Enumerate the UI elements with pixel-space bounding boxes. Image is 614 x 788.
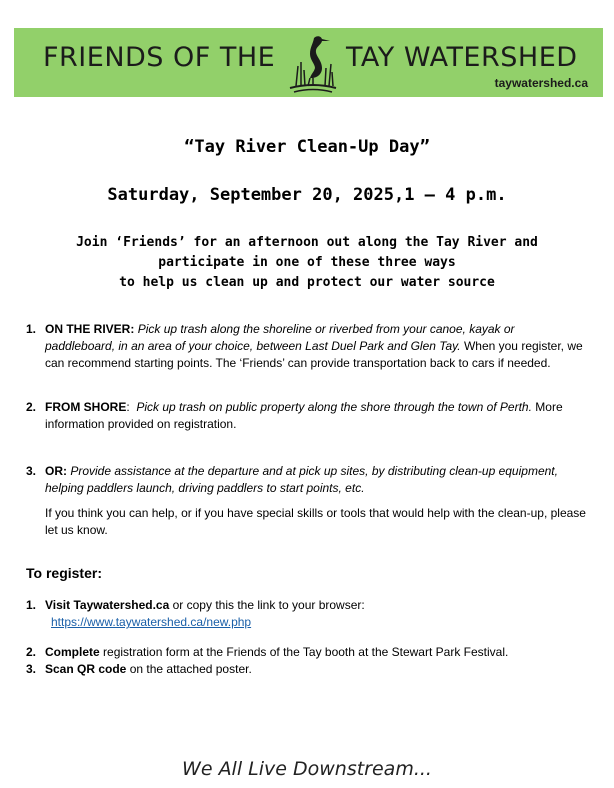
item-description: Pick up trash along the shoreline or riverbed from your canoe, kayak or paddleboard, in an area of your choice, between Last Duel Park and Glen Tay.	[45, 322, 515, 353]
item-rest: on the attached poster.	[126, 662, 252, 676]
register-item-scan	[26, 661, 586, 678]
register-heading: To register:	[26, 565, 102, 581]
item-description: Pick up trash on public property along the shore through the town of Perth.	[136, 400, 532, 414]
event-intro	[0, 233, 614, 293]
item-bold: Scan QR code	[45, 662, 127, 676]
item-plain: When you register, we can recommend starting points. The ‘Friends’ can provide transportation back to cars if needed.	[45, 339, 583, 370]
footer-slogan: We All Live Downstream...	[182, 758, 432, 780]
item-rest: registration form at the Friends of the Tay booth at the Stewart Park Festival.	[99, 645, 509, 659]
event-title: “Tay River Clean-Up Day”	[184, 137, 430, 157]
item-number: 3.	[26, 662, 37, 676]
way-item-assist	[26, 463, 586, 497]
header-banner	[14, 28, 603, 97]
item-lead: OR:	[45, 464, 67, 478]
extra-note: If you think you can help, or if you have special skills or tools that would help with the clean-up, please let us know.	[45, 506, 586, 537]
item-number: 1.	[26, 598, 37, 612]
item-bold: Visit Taywatershed.ca	[45, 598, 170, 612]
item-rest: or copy this the link to your browser:	[169, 598, 365, 612]
intro-line: to help us clean up and protect our water source	[119, 275, 495, 290]
banner-right-text: TAY WATERSHED	[346, 42, 578, 73]
register-item-visit	[26, 597, 586, 631]
item-lead: ON THE RIVER:	[45, 322, 135, 336]
item-number: 3.	[26, 464, 37, 478]
way-item-river	[26, 321, 586, 372]
way-item-shore: 2. FROM SHORE: Pick up trash on public property along the shore through the town of Perth. More information provided on registration.	[26, 400, 563, 431]
item-plain: More information provided on registration.	[45, 400, 563, 431]
item-description: Provide assistance at the departure and at pick up sites, by distributing clean-up equipment, helping paddlers launch, driving paddlers to start points, etc.	[45, 464, 558, 495]
banner-url: taywatershed.ca	[494, 76, 588, 90]
banner-left-text: FRIENDS OF THE	[43, 42, 276, 73]
registration-link[interactable]: https://www.taywatershed.ca/new.php	[51, 615, 252, 629]
item-bold: Complete	[45, 645, 100, 659]
intro-line: participate in one of these three ways	[158, 255, 456, 270]
item-number: 2.	[26, 645, 37, 659]
item-number: 1.	[26, 322, 37, 336]
intro-line: Join ‘Friends’ for an afternoon out along the Tay River and	[76, 235, 538, 250]
item-number: 2.	[26, 400, 37, 414]
register-item-complete	[26, 644, 586, 661]
item-lead: FROM SHORE	[45, 400, 127, 414]
event-date: Saturday, September 20, 2025,1 – 4 p.m.	[107, 185, 507, 205]
heron-icon	[284, 32, 342, 94]
